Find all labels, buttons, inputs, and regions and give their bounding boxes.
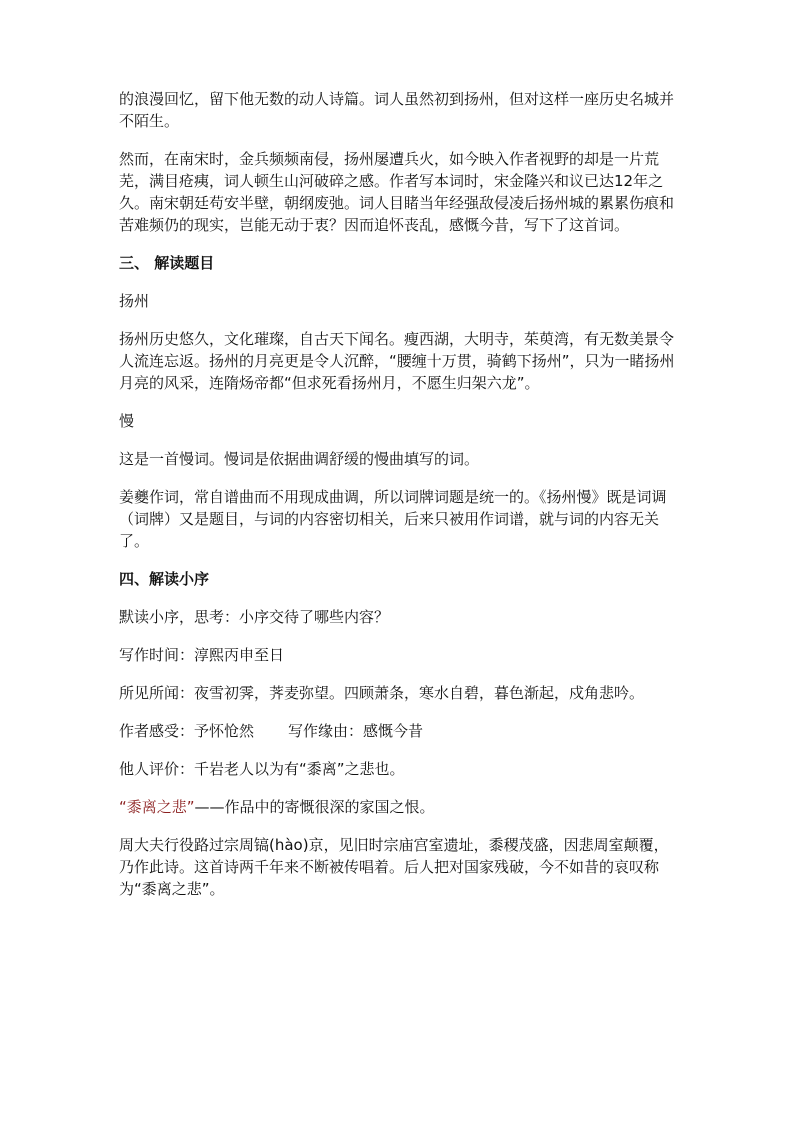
paragraph-yangzhou: 扬州历史悠久，文化璀璨，自古天下闻名。瘦西湖，大明寺，茱萸湾，有无数美景令人流连忘返。扬州的月亮更是令人沉醉，“腰缠十万贯，骑鹤下扬州”，只为一睹扬州月亮的风采，连隋炀帝都“但求死看扬州月，不愿生归架六龙”。 [119,330,675,392]
paragraph-background: 然而，在南宋时，金兵频频南侵，扬州屡遭兵火，如今映入作者视野的却是一片荒芜，满目疮痍，词人顿生山河破碎之感。作者写本词时，宋金隆兴和议已达12年之久。南宋朝廷苟安半壁，朝纲废弛。词人目睹当年经强敌侵凌后扬州城的累累伤痕和苦难频仍的现实，岂能无动于衷？因而追怀丧乱，感慨今昔，写下了这首词。 [119,150,675,234]
paragraph-feelings [119,720,679,742]
paragraph-intro-end: 的浪漫回忆，留下他无数的动人诗篇。词人虽然初到扬州，但对这样一座历史名城并不陌生。 [119,90,675,130]
paragraph-question [119,606,679,628]
document-page [119,88,679,900]
shuli-term: “黍离之悲” [119,798,195,816]
shuli-explanation: ——作品中的寄慨很深的家国之恨。 [194,798,435,816]
question-text: 默读小序，思考：小序交待了哪些内容？ [119,608,390,626]
author-feeling: 作者感受：予怀怆然 [119,722,255,740]
paragraph-zhou-story: 周大夫行役路过宗周镐(hào)京，见旧时宗庙宫室遗址，黍稷茂盛，因悲周室颠覆，乃作此诗。这首诗两千年来不断被传唱着。后人把对国家残破，今不如昔的哀叹称为“黍离之悲”。 [119,836,669,898]
section-heading-3: 三、 解读题目 [119,254,215,272]
section-heading-4: 四、解读小序 [119,570,210,588]
subheading-yangzhou: 扬州 [119,292,150,310]
paragraph-seen-heard: 所见所闻：夜雪初霁，荠麦弥望。四顾萧条，寒水自碧，暮色渐起，戍角悲吟。 [119,684,645,702]
paragraph-man-definition: 这是一首慢词。慢词是依据曲调舒缓的慢曲填写的词。 [119,450,480,468]
paragraph-jiang-kui: 姜夔作词，常自谱曲而不用现成曲调，所以词牌词题是统一的。《扬州慢》既是词调（词牌）又是题目，与词的内容密切相关，后来只被用作词谱，就与词的内容无关了。 [119,488,667,550]
writing-reason: 写作缘由：感慨今昔 [288,722,424,740]
paragraph-evaluation: 他人评价：千岩老人以为有“黍离”之悲也。 [119,760,405,778]
subheading-man: 慢 [119,412,135,430]
paragraph-shuli [119,796,679,818]
paragraph-writing-time: 写作时间：淳熙丙申至日 [119,646,285,664]
